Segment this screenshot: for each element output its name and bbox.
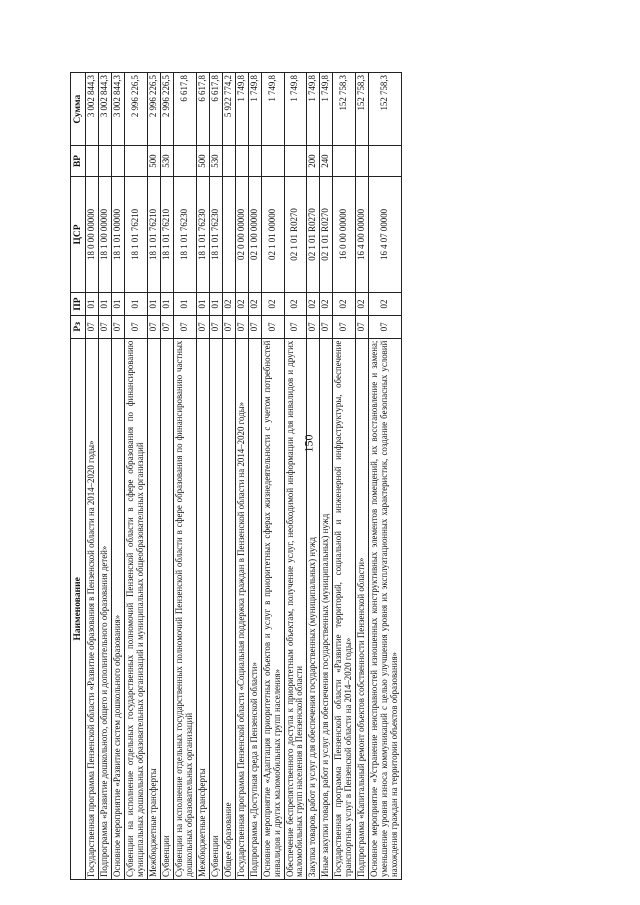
- header-vr: ВР: [71, 146, 86, 176]
- cell-csr: 02 1 01 00000: [261, 176, 284, 292]
- cell-csr: 18 0 00 00000: [86, 176, 99, 292]
- header-name: Наименование: [71, 338, 86, 879]
- cell-pr: 02: [248, 293, 261, 316]
- cell-rz: 07: [196, 315, 209, 338]
- cell-sum: 152 758,3: [356, 73, 369, 146]
- cell-name: Основное мероприятие «Адаптация приоритетных объектов и услуг в приоритетных сферах жизнедеятельности с учетом потребностей инвалидов и других маломобильных групп населения»: [261, 338, 284, 879]
- cell-name: Закупка товаров, работ и услуг для обеспечения государственных (муниципальных) нужд: [307, 338, 320, 879]
- cell-pr: 02: [307, 293, 320, 316]
- cell-pr: 02: [320, 293, 333, 316]
- cell-csr: 18 1 01 76230: [209, 176, 222, 292]
- header-sum: Сумма: [71, 73, 86, 146]
- cell-rz: 07: [320, 315, 333, 338]
- cell-rz: 07: [248, 315, 261, 338]
- rotated-page-content: [70, 72, 590, 880]
- cell-vr: [124, 146, 147, 176]
- table-row: [98, 73, 111, 880]
- table-row: [248, 73, 261, 880]
- header-rz: Рз: [71, 315, 86, 338]
- cell-vr: [261, 146, 284, 176]
- cell-pr: 02: [356, 293, 369, 316]
- table-row: [356, 73, 369, 880]
- cell-rz: 07: [147, 315, 160, 338]
- cell-vr: [356, 146, 369, 176]
- cell-vr: [222, 146, 235, 176]
- table-header-row: [71, 73, 86, 880]
- header-pr: ПР: [71, 293, 86, 316]
- cell-rz: 07: [307, 315, 320, 338]
- cell-vr: 530: [209, 146, 222, 176]
- cell-name: Основное мероприятие «Развитие систем дошкольного образования»: [111, 338, 124, 879]
- cell-vr: 500: [196, 146, 209, 176]
- cell-pr: 01: [147, 293, 160, 316]
- cell-vr: [369, 146, 402, 176]
- cell-rz: 07: [173, 315, 196, 338]
- cell-pr: 01: [209, 293, 222, 316]
- cell-name: Иные закупки товаров, работ и услуг для обеспечения государственных (муниципальных) нужд: [320, 338, 333, 879]
- cell-pr: 01: [196, 293, 209, 316]
- cell-rz: 07: [235, 315, 248, 338]
- cell-sum: 3 002 844,3: [98, 73, 111, 146]
- cell-vr: 500: [147, 146, 160, 176]
- cell-csr: 18 1 01 76230: [173, 176, 196, 292]
- table-row: [261, 73, 284, 880]
- cell-name: Межбюджетные трансферты: [147, 338, 160, 879]
- cell-pr: 01: [111, 293, 124, 316]
- table-row: [209, 73, 222, 880]
- cell-rz: 07: [86, 315, 99, 338]
- cell-name: Подпрограмма «Доступная среда в Пензенской области»: [248, 338, 261, 879]
- cell-sum: 6 617,8: [173, 73, 196, 146]
- cell-sum: 152 758,3: [369, 73, 402, 146]
- cell-sum: 1 749,8: [307, 73, 320, 146]
- cell-name: Государственная программа Пензенской области «Социальная поддержка граждан в Пензенской области на 2014–2020 годы»: [235, 338, 248, 879]
- cell-csr: 02 1 01 R0270: [284, 176, 307, 292]
- cell-vr: [86, 146, 99, 176]
- table-row: [173, 73, 196, 880]
- cell-rz: 07: [124, 315, 147, 338]
- cell-vr: [173, 146, 196, 176]
- cell-csr: 18 1 01 76210: [147, 176, 160, 292]
- table-row: [111, 73, 124, 880]
- cell-vr: 240: [320, 146, 333, 176]
- cell-sum: 1 749,8: [235, 73, 248, 146]
- cell-sum: 1 749,8: [248, 73, 261, 146]
- table-row: [235, 73, 248, 880]
- cell-csr: 02 1 01 R0270: [307, 176, 320, 292]
- table-row: [160, 73, 173, 880]
- table-body: [86, 73, 402, 880]
- cell-name: Основное мероприятие «Устранение неисправностей изношенных конструктивных элементов помещений, их восстановление и замена; уменьшение уровня износа коммуникаций с целью улучшения уровня их эксплуатационных характеристик, создание безопасных условий нахождения граждан на территории объектов образования»: [369, 338, 402, 879]
- cell-pr: 01: [86, 293, 99, 316]
- table-row: [333, 73, 356, 880]
- cell-pr: 01: [160, 293, 173, 316]
- cell-csr: [222, 176, 235, 292]
- table-row: [86, 73, 99, 880]
- cell-rz: 07: [98, 315, 111, 338]
- budget-table: [70, 72, 402, 880]
- cell-name: Государственная программа Пензенской области «Развитие территорий, социальной и инженерной инфраструктуры, обеспечение транспортных услуг в Пензенской области на 2014–2020 годы»: [333, 338, 356, 879]
- page-number: 150: [301, 434, 316, 453]
- cell-sum: 2 996 226,5: [160, 73, 173, 146]
- table-row: [369, 73, 402, 880]
- cell-csr: 16 0 00 00000: [333, 176, 356, 292]
- cell-sum: 2 996 226,5: [147, 73, 160, 146]
- cell-vr: [333, 146, 356, 176]
- cell-sum: 152 758,3: [333, 73, 356, 146]
- cell-csr: 02 1 01 R0270: [320, 176, 333, 292]
- cell-vr: 200: [307, 146, 320, 176]
- cell-sum: 3 002 844,3: [111, 73, 124, 146]
- cell-pr: 01: [124, 293, 147, 316]
- table-row: [196, 73, 209, 880]
- cell-rz: 07: [369, 315, 402, 338]
- cell-vr: [235, 146, 248, 176]
- cell-rz: 07: [222, 315, 235, 338]
- cell-rz: 07: [111, 315, 124, 338]
- table-row: [147, 73, 160, 880]
- table-row: [222, 73, 235, 880]
- cell-name: Субвенции: [160, 338, 173, 879]
- cell-sum: 5 922 774,2: [222, 73, 235, 146]
- cell-rz: 07: [160, 315, 173, 338]
- table-row: [320, 73, 333, 880]
- cell-name: Общее образование: [222, 338, 235, 879]
- cell-vr: [284, 146, 307, 176]
- cell-vr: [248, 146, 261, 176]
- table-row: [307, 73, 320, 880]
- cell-pr: 01: [173, 293, 196, 316]
- cell-pr: 02: [369, 293, 402, 316]
- cell-csr: 18 1 01 76210: [160, 176, 173, 292]
- cell-sum: 6 617,8: [196, 73, 209, 146]
- cell-name: Субвенции на исполнение отдельных государственных полномочий Пензенской области в сфере образования по финансированию муниципальных дошкольных образовательных организаций и муниципальных общеобразовательных организаций: [124, 338, 147, 879]
- cell-sum: 1 749,8: [284, 73, 307, 146]
- cell-csr: 16 4 07 00000: [369, 176, 402, 292]
- cell-sum: 1 749,8: [261, 73, 284, 146]
- cell-name: Государственная программа Пензенской области «Развитие образования в Пензенской области на 2014–2020 годы»: [86, 338, 99, 879]
- cell-csr: 02 0 00 00000: [235, 176, 248, 292]
- cell-name: Обеспечение беспрепятственного доступа к приоритетным объектам, получение услуг, необходимой информации для инвалидов и других маломобильных групп населения в Пензенской области: [284, 338, 307, 879]
- cell-name: Подпрограмма «Развитие дошкольного, общего и дополнительного образования детей»: [98, 338, 111, 879]
- cell-csr: 02 1 00 00000: [248, 176, 261, 292]
- cell-name: Подпрограмма «Капитальный ремонт объектов собственности Пензенской области»: [356, 338, 369, 879]
- cell-rz: 07: [356, 315, 369, 338]
- cell-rz: 07: [333, 315, 356, 338]
- cell-name: Межбюджетные трансферты: [196, 338, 209, 879]
- cell-sum: 3 002 844,3: [86, 73, 99, 146]
- cell-pr: 01: [98, 293, 111, 316]
- table-row: [284, 73, 307, 880]
- cell-csr: 16 4 00 00000: [356, 176, 369, 292]
- cell-name: Субвенции: [209, 338, 222, 879]
- cell-sum: 1 749,8: [320, 73, 333, 146]
- cell-csr: 18 1 01 00000: [111, 176, 124, 292]
- cell-pr: 02: [222, 293, 235, 316]
- cell-sum: 2 996 226,5: [124, 73, 147, 146]
- cell-rz: 07: [261, 315, 284, 338]
- cell-vr: 530: [160, 146, 173, 176]
- cell-csr: 18 1 01 76230: [196, 176, 209, 292]
- cell-pr: 02: [235, 293, 248, 316]
- cell-sum: 6 617,8: [209, 73, 222, 146]
- cell-csr: 18 1 00 00000: [98, 176, 111, 292]
- header-csr: ЦСР: [71, 176, 86, 292]
- cell-pr: 02: [261, 293, 284, 316]
- cell-name: Субвенции на исполнение отдельных государственных полномочий Пензенской области в сфере образования по финансированию частных дошкольных образовательных организаций: [173, 338, 196, 879]
- cell-pr: 02: [284, 293, 307, 316]
- cell-rz: 07: [209, 315, 222, 338]
- cell-vr: [98, 146, 111, 176]
- cell-csr: 18 1 01 76210: [124, 176, 147, 292]
- cell-rz: 07: [284, 315, 307, 338]
- cell-vr: [111, 146, 124, 176]
- table-row: [124, 73, 147, 880]
- cell-pr: 02: [333, 293, 356, 316]
